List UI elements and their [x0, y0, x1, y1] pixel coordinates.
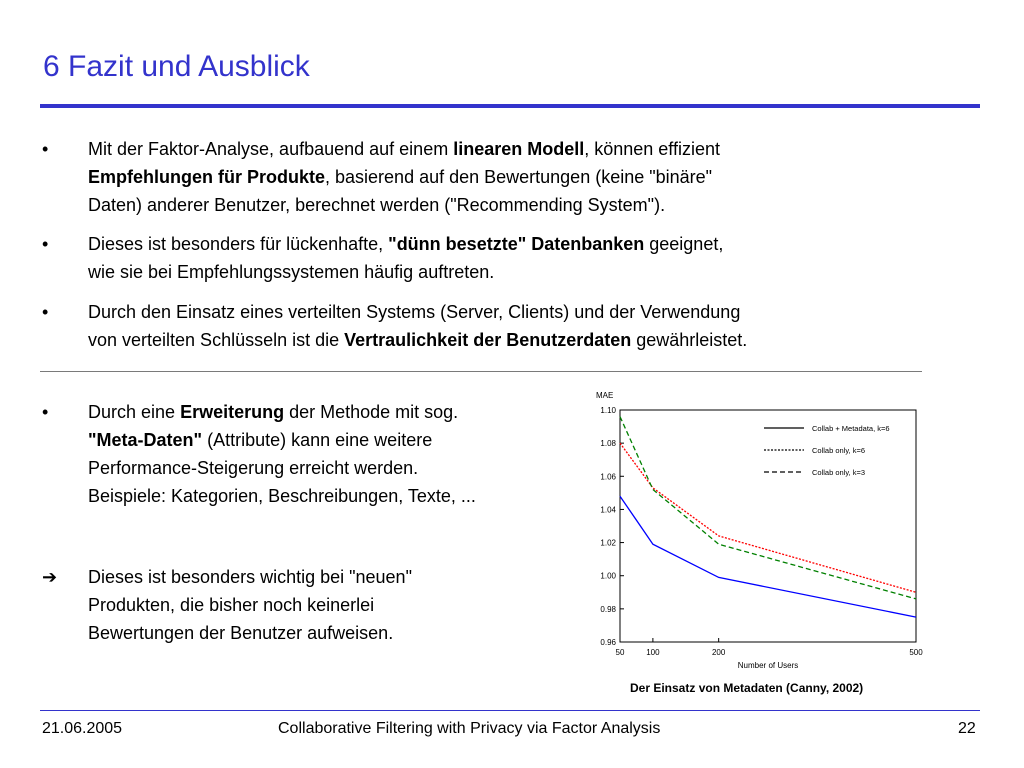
x-tick-label: 500 — [909, 648, 923, 657]
text-line — [88, 482, 476, 510]
text-run: (Attribute) kann eine weitere — [202, 430, 433, 450]
text-line — [88, 163, 720, 191]
text-line — [88, 326, 747, 354]
bullet-text — [88, 298, 747, 354]
text-run: Bewertungen der Benutzer aufweisen. — [88, 623, 394, 643]
text-run: gewährleistet. — [631, 330, 748, 350]
legend-label: Collab only, k=6 — [812, 446, 866, 455]
x-tick-label: 100 — [646, 648, 660, 657]
text-run: Dieses ist besonders wichtig bei "neuen" — [88, 567, 412, 587]
text-run: Durch eine — [88, 402, 181, 422]
text-run: Produkten, die bisher noch keinerlei — [88, 595, 375, 615]
y-tick-label: 0.96 — [600, 638, 616, 647]
text-run: von verteilten Schlüsseln ist die — [88, 330, 345, 350]
y-axis-label: MAE — [596, 391, 614, 400]
section-divider — [40, 371, 922, 372]
text-line — [88, 398, 476, 426]
slide-number: 22 — [958, 720, 976, 737]
text-line — [88, 591, 412, 619]
text-line — [88, 191, 720, 219]
conclusion-text — [88, 563, 412, 647]
emphasis-text: Empfehlungen für Produkte — [88, 167, 326, 187]
x-tick-label: 50 — [615, 648, 625, 657]
emphasis-text: Vertraulichkeit der Benutzerdaten — [344, 330, 632, 350]
series-line — [620, 496, 916, 617]
y-tick-label: 1.02 — [600, 538, 616, 548]
text-line — [88, 563, 412, 591]
text-run: Dieses ist besonders für lückenhafte, — [88, 234, 389, 254]
emphasis-text: linearen Modell — [453, 139, 585, 159]
y-tick-label: 1.10 — [600, 406, 616, 415]
text-run: Beispiele: Kategorien, Beschreibungen, Texte, ... — [88, 486, 476, 506]
y-tick-label: 1.04 — [600, 505, 616, 515]
bullet-text — [88, 135, 720, 219]
bullet-marker: • — [42, 139, 49, 159]
x-axis-label: Number of Users — [737, 661, 799, 670]
bullet-marker: • — [42, 234, 49, 254]
bullet-text — [88, 398, 476, 510]
text-run: Durch den Einsatz eines verteilten Systems (Server, Clients) und der Verwendung — [88, 302, 741, 322]
bullet-text — [88, 230, 723, 286]
legend-label: Collab only, k=3 — [812, 468, 866, 477]
series-line — [620, 417, 916, 599]
legend-label: Collab + Metadata, k=6 — [812, 424, 890, 433]
plot-frame — [620, 410, 916, 642]
x-tick-label: 200 — [711, 648, 726, 657]
text-run: , können effizient — [584, 139, 720, 159]
emphasis-text: "Meta-Daten" — [88, 430, 203, 450]
text-line — [88, 619, 412, 647]
series-line — [620, 443, 916, 592]
text-line — [88, 298, 747, 326]
arrow-icon: ➔ — [42, 567, 58, 587]
y-tick-label: 1.06 — [600, 472, 616, 482]
text-run: Mit der Faktor-Analyse, aufbauend auf einem — [88, 139, 454, 159]
emphasis-text: "dünn besetzte" Datenbanken — [388, 234, 645, 254]
mae-chart — [584, 386, 930, 674]
text-run: geeignet, — [644, 234, 724, 254]
bullet-marker: • — [42, 402, 49, 422]
text-run: Performance-Steigerung erreicht werden. — [88, 458, 419, 478]
footer-date: 21.06.2005 — [42, 720, 123, 737]
text-line — [88, 230, 723, 258]
text-line — [88, 135, 720, 163]
text-run: der Methode mit sog. — [284, 402, 459, 422]
slide-title: 6 Fazit und Ausblick — [43, 50, 310, 83]
text-run: wie sie bei Empfehlungssystemen häufig auftreten. — [88, 262, 495, 282]
footer-title: Collaborative Filtering with Privacy via Factor Analysis — [278, 720, 661, 737]
text-line — [88, 258, 723, 286]
emphasis-text: Erweiterung — [180, 402, 285, 422]
text-line — [88, 426, 476, 454]
bullet-marker: • — [42, 302, 49, 322]
text-run: , basierend auf den Bewertungen (keine "binäre" — [325, 167, 713, 187]
text-run: Daten) anderer Benutzer, berechnet werden ("Recommending System"). — [88, 195, 666, 215]
footer-rule — [40, 710, 980, 711]
y-tick-label: 1.08 — [600, 439, 616, 449]
chart-caption: Der Einsatz von Metadaten (Canny, 2002) — [630, 681, 864, 695]
title-rule — [40, 104, 980, 108]
y-tick-label: 0.98 — [600, 604, 616, 614]
y-tick-label: 1.00 — [600, 571, 616, 581]
text-line — [88, 454, 476, 482]
